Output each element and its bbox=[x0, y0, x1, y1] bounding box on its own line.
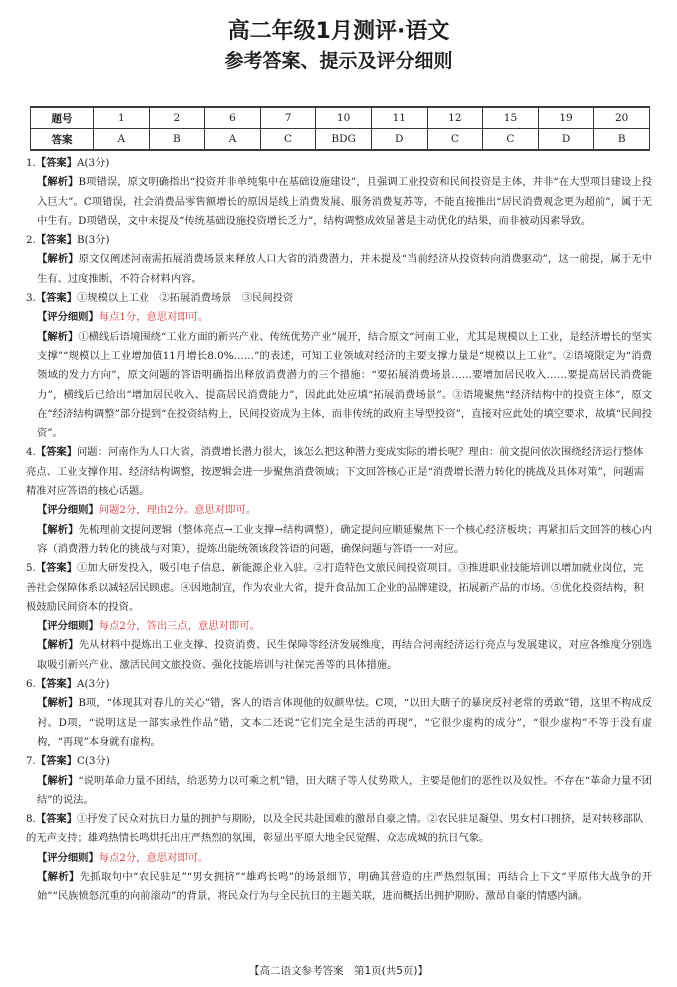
question-number-row bbox=[31, 107, 650, 129]
scoring-label: 【评分细则】 bbox=[37, 311, 99, 324]
row-header-answer: 答案 bbox=[31, 129, 94, 151]
answer-label: 【答案】 bbox=[35, 234, 78, 247]
answer-label: 【答案】 bbox=[35, 562, 78, 575]
question-number: 7. bbox=[26, 755, 36, 768]
answer-text: ①加大研发投入，吸引电子信息、新能源企业入驻。②打造特色文旅民间投资项目。③推进职业技能培训以增加就业岗位，完善社会保障体系以减轻居民顾虑。④因地制宜，作为农业大省，提升食品加工企业的品牌建设，拓展新产品的市场。⑤优化投资结构，积极鼓励民间资本的投资。 bbox=[26, 562, 644, 613]
page-title: 高二年级1月测评·语文 bbox=[227, 19, 450, 44]
page-subtitle: 参考答案、提示及评分细则 bbox=[224, 50, 453, 72]
answer-text: A(3分) bbox=[77, 678, 110, 691]
question-number: 2. bbox=[26, 234, 36, 247]
question-number: 2 bbox=[149, 107, 205, 129]
question-number: 1. bbox=[26, 157, 36, 169]
analysis-label: 【解析】 bbox=[37, 523, 79, 536]
answer-cell: A bbox=[94, 129, 150, 151]
analysis-paragraph bbox=[26, 328, 652, 444]
analysis-paragraph bbox=[26, 173, 652, 231]
analysis-paragraph bbox=[26, 636, 652, 675]
answer-text: C(3分) bbox=[77, 755, 110, 768]
question-answer-line bbox=[26, 810, 652, 849]
answer-cell: BDG bbox=[316, 129, 372, 151]
analysis-label: 【解析】 bbox=[37, 870, 80, 883]
analysis-text: B项错误，原文明确指出“投资并非单纯集中在基础设施建设”，且强调工业投资和民间投资是主体，并非“在大型项目建设上投入巨大”。C项错误，社会消费品零售额增长的原因是线上消费发展、服务消费复苏等，不能直接推出“居民消费观念更为超前”，属于无中生有。D项错误，文中未提及“传统基础设施投资增长乏力”，结构调整成效显著是主动优化的结果，而非被动因素导致。 bbox=[37, 176, 653, 227]
analysis-text: 先抓取句中“农民驻足”“男女拥挤”“雄鸡长鸣”的场景细节，明确其营造的庄严热烈氛围；再结合上下文“平原伟大战争的开始”“民族愤怒沉重的向前滚动”的背景，将民众行为与全民抗日的主题关联，进而概括出拥护期盼、激昂自豪的情感内涵。 bbox=[37, 870, 652, 903]
analysis-paragraph bbox=[26, 694, 652, 752]
analysis-paragraph bbox=[26, 772, 652, 811]
analysis-paragraph bbox=[26, 868, 652, 907]
answer-text: A(3分) bbox=[77, 157, 110, 169]
question-number: 20 bbox=[594, 107, 650, 129]
analysis-text: 原文仅阐述河南需拓展消费场景来释放人口大省的消费潜力，并未提及“当前经济从投资转向消费驱动”，这一前提，属于无中生有、过度推断，不符合材料内容。 bbox=[37, 253, 653, 285]
question-number: 4. bbox=[26, 446, 36, 459]
scoring-paragraph bbox=[26, 617, 652, 636]
answer-cell: B bbox=[594, 129, 650, 151]
question-number: 19 bbox=[538, 107, 594, 129]
answer-cell: B bbox=[149, 129, 205, 151]
answer-text: ①抒发了民众对抗日力量的拥护与期盼，以及全民共赴国难的激昂自豪之情。②农民驻足凝望、男女村口拥挤，是对转移部队的无声支持；雄鸡热情长鸣烘托出庄严热烈的氛围，彰显出平原大地全民觉醒、众志成城的抗日气象。 bbox=[26, 813, 644, 845]
answer-table bbox=[30, 106, 650, 151]
analysis-text: 先从材料中提炼出工业支撑、投资消费、民生保障等经济发展维度，再结合河南经济运行亮点与发展建议，对应各维度分别选取吸引新兴产业、激活民间文旅投资、强化技能培训与社保完善等的具体措施。 bbox=[37, 639, 653, 671]
row-header-question: 题号 bbox=[31, 107, 94, 129]
question-answer-line bbox=[26, 559, 652, 617]
question-answer-line bbox=[26, 443, 652, 501]
answer-label: 【答案】 bbox=[35, 157, 78, 169]
question-answer-line bbox=[26, 289, 652, 308]
question-number: 15 bbox=[483, 107, 539, 129]
answer-label: 【答案】 bbox=[35, 678, 78, 691]
scoring-label: 【评分细则】 bbox=[37, 620, 99, 633]
analysis-label: 【解析】 bbox=[37, 253, 79, 266]
analysis-paragraph bbox=[26, 250, 652, 289]
analysis-label: 【解析】 bbox=[37, 330, 79, 343]
page-footer: 【高二语文参考答案 第1页(共5页)】 bbox=[248, 965, 429, 977]
analysis-text: 先梳理前文提问逻辑（整体亮点→工业支撑→结构调整），确定提问应顺延聚焦下一个核心经济板块；再紧扣后文回答的核心内容（消费潜力转化的挑战与对策），提炼出能统领该段答语的问题，确保问题与答语一一对应。 bbox=[37, 523, 652, 555]
question-number: 6. bbox=[26, 678, 36, 691]
analysis-text: ①横线后语境围绕“工业方面的新兴产业、传统优势产业”展开，结合原文“河南工业，尤其是规模以上工业，是经济增长的坚实支撑”“规模以上工业增加值11月增长8.0%……”的表述，可知工业领域对经济的主要支撑力量是“规模以上工业”。②语境限定为“消费领域的发力方向”，原文问题的答语明确指出释放消费潜力的三个措施：“要拓展消费场景……要增加居民收入……要提高居民消费能力”，横线后已给出“增加居民收入、提高居民消费能力”，因此此处应填“拓展消费场景”。③语境聚焦“经济结构中的投资主体”，原文在“经济结构调整”部分提到“在投资结构上，民间投资成为主体，而非传统的政府主导型投资”，直接对应此处的填空要求，故填“民间投资”。 bbox=[37, 330, 653, 440]
question-number: 5. bbox=[26, 562, 36, 575]
analysis-label: 【解析】 bbox=[37, 697, 79, 710]
question-number: 8. bbox=[26, 813, 36, 826]
scoring-label: 【评分细则】 bbox=[37, 851, 99, 864]
answer-cell: C bbox=[427, 129, 483, 151]
question-answer-line bbox=[26, 154, 652, 173]
answer-cell: C bbox=[260, 129, 316, 151]
scoring-text: 问题2分，理由2分。意思对即可。 bbox=[98, 504, 257, 517]
question-number: 11 bbox=[371, 107, 427, 129]
answer-cell: C bbox=[483, 129, 539, 151]
answer-cell: D bbox=[371, 129, 427, 151]
question-answer-line bbox=[26, 231, 652, 250]
scoring-paragraph bbox=[26, 849, 652, 868]
question-number: 7 bbox=[260, 107, 316, 129]
answer-label: 【答案】 bbox=[35, 446, 78, 459]
question-answer-line bbox=[26, 752, 652, 771]
scoring-text: 每点2分，答出三点，意思对即可。 bbox=[98, 620, 260, 633]
analysis-label: 【解析】 bbox=[37, 639, 79, 652]
answer-content bbox=[26, 154, 652, 907]
scoring-paragraph bbox=[26, 308, 652, 327]
question-number: 12 bbox=[427, 107, 483, 129]
answer-label: 【答案】 bbox=[35, 813, 78, 826]
answer-label: 【答案】 bbox=[35, 755, 78, 768]
scoring-paragraph bbox=[26, 501, 652, 520]
question-number: 3. bbox=[26, 292, 36, 305]
question-number: 6 bbox=[205, 107, 261, 129]
answer-text: 问题：河南作为人口大省，消费增长潜力很大，该怎么把这种潜力变成实际的增长呢？理由：前文提问依次围绕经济运行整体亮点、工业支撑作用、经济结构调整，按逻辑会进一步聚焦消费领域；下文回答核心正是“消费增长潜力转化的挑战及具体对策”，问题需精准对应答语的核心话题。 bbox=[26, 446, 645, 498]
answer-text: B(3分) bbox=[77, 234, 110, 247]
analysis-text: B项，“体现其对春儿的关心”错，客人的语言体现他的奴颜卑怯。C项，“以田大瞎子的暴戾反衬老常的勇敢”错，这里不构成反衬。D项，“说明这是一部实录性作品”错，文本二还说“它们完全是生活的再现”，“它很少虚构的成分”，“很少虚构”不等于没有虚构，“再现”本身就有虚构。 bbox=[37, 697, 653, 748]
answer-label: 【答案】 bbox=[35, 292, 78, 305]
question-answer-line bbox=[26, 675, 652, 694]
analysis-paragraph bbox=[26, 521, 652, 560]
scoring-label: 【评分细则】 bbox=[37, 504, 99, 517]
question-number: 10 bbox=[316, 107, 372, 129]
scoring-text: 每点1分，意思对即可。 bbox=[98, 311, 209, 324]
analysis-text: “说明革命力量不团结，给恶势力以可乘之机”错，田大瞎子等人仗势欺人，主要是他们的恶性以及奴性。不存在“革命力量不团结”的说法。 bbox=[37, 774, 653, 806]
answer-row bbox=[31, 129, 650, 151]
analysis-label: 【解析】 bbox=[37, 774, 79, 787]
answer-text: ①规模以上工业 ②拓展消费场景 ③民间投资 bbox=[77, 292, 294, 305]
analysis-label: 【解析】 bbox=[37, 176, 79, 189]
scoring-text: 每点2分，意思对即可。 bbox=[98, 851, 209, 864]
answer-cell: D bbox=[538, 129, 594, 151]
question-number: 1 bbox=[94, 107, 150, 129]
answer-cell: A bbox=[205, 129, 261, 151]
